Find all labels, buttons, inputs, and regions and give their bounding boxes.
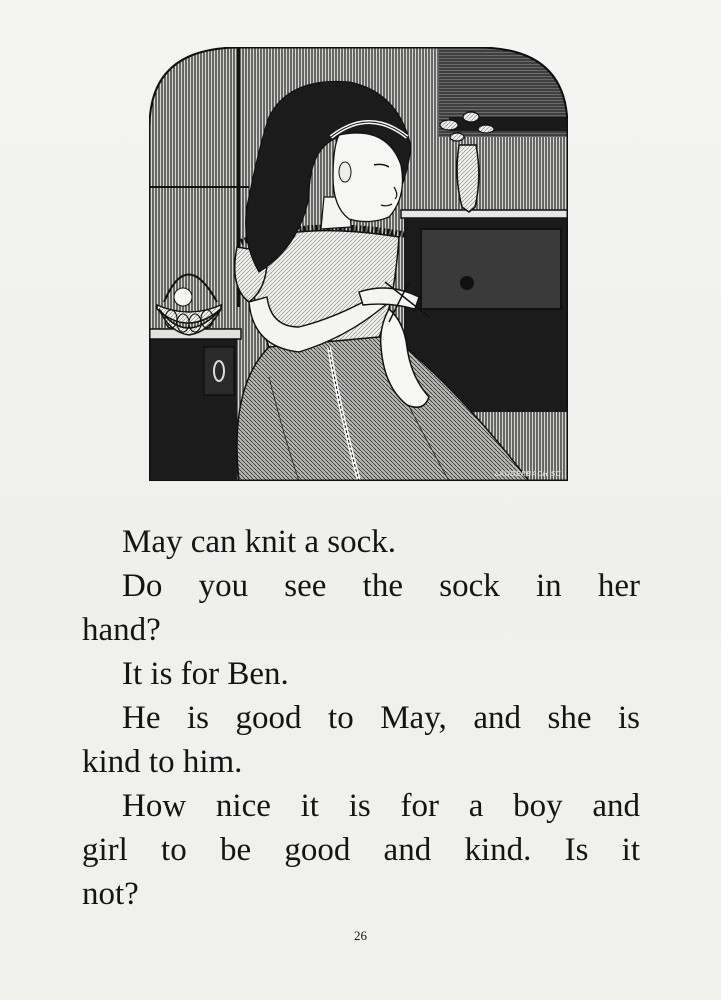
text-line: May can knit a sock.: [122, 524, 397, 560]
text-line: girl to be good and kind. Is it: [82, 832, 640, 868]
text-line: hand?: [82, 612, 161, 648]
text-line: It is for Ben.: [122, 656, 289, 692]
engraver-signature: LAUDERBACH SC.: [494, 470, 564, 478]
girl-knitting-illustration: [149, 47, 568, 481]
text-line: He is good to May, and she is: [122, 700, 640, 736]
text-line: kind to him.: [82, 744, 243, 780]
text-line: How nice it is for a boy and: [122, 788, 640, 824]
reading-passage: [82, 520, 640, 916]
engraving-illustration: [149, 47, 568, 481]
text-line: not?: [82, 876, 139, 912]
text-line: Do you see the sock in her: [122, 568, 640, 604]
page-number: 26: [354, 928, 367, 943]
